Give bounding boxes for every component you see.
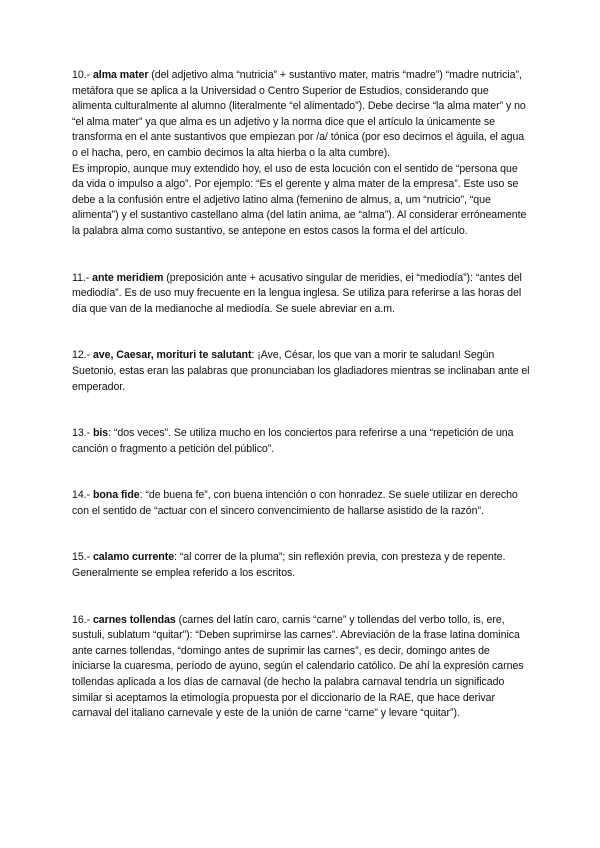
entry-paragraph (72, 426, 530, 457)
entry-definition: (carnes del latín caro, carnis “carne” y tollendas del verbo tollo, is, ere, sustuli, sublatum “quitar”): “Deben suprimirse las carnes”. Abreviación de la frase latina dominica ante carnes tollendas, “domingo antes de suprimir las carnes”, es decir, domingo antes de iniciarse la cuaresma, período de ayuno, según el calendario católico. De ahí la expresión carnes tollendas aplicada a los días de carnaval (de hecho la palabra carnaval tendría un significado similar si aceptamos la etimología propuesta por el diccionario de la RAE, que hace derivar carnaval del italiano carnevale y este de la unión de carne “carne” y levare “quitar”). (72, 613, 524, 720)
entry-number: 15.- (72, 551, 93, 564)
entry-paragraph (72, 550, 530, 581)
entry-bis (72, 426, 530, 457)
entry-term: ante meridiem (92, 271, 164, 284)
entry-definition: (del adjetivo alma “nutricia” + sustantivo mater, matris “madre”) “madre nutricia”, metáfora que se aplica a la Universidad o Centro Superior de Estudios, considerando que alimenta culturalmente al alumno (literalmente “el alimentado”). Debe decirse “la alma mater” y no “el alma mater” ya que alma es un adjetivo y la norma dice que el artículo la únicamente se transforma en el ante sustantivos que empiezan por /a/ tónica (por eso decimos el águila, el agua o el hacha, pero, en cambio decimos la alta hierba o la alta cumbre). (72, 69, 526, 159)
entry-alma-mater (72, 68, 530, 240)
entry-term: calamo currente (92, 551, 175, 564)
entry-bona-fide (72, 488, 530, 519)
entry-number: 13.- (72, 427, 93, 440)
entry-number: 11.- (72, 271, 93, 284)
entry-definition: : “al correr de la pluma”; sin reflexión previa, con presteza y de repente. Generalmente se emplea referido a los escritos. (72, 551, 506, 580)
entry-number: 10.- (72, 69, 93, 81)
entry-ante-meridiem (72, 271, 530, 318)
entry-carnes-tollendas (72, 613, 530, 722)
entry-calamo-currente (72, 550, 530, 581)
entry-definition: : “dos veces”. Se utiliza mucho en los conciertos para referirse a una “repetición de una canción o fragmento a petición del público”. (72, 427, 514, 455)
entry-term: ave, Caesar, morituri te salutant (92, 349, 252, 362)
entry-term: bona fide (92, 489, 140, 502)
entry-number: 12.- (72, 349, 93, 362)
entry-paragraph (72, 271, 530, 318)
entry-definition: : ¡Ave, César, los que van a morir te saludan! Según Suetonio, estas eran las palabras que pronunciaban los gladiadores mientras se inclinaban ante el emperador. (72, 349, 530, 393)
entry-number: 14.- (72, 489, 93, 502)
document-page (72, 68, 530, 722)
entry-paragraph (72, 348, 530, 395)
entry-paragraph (72, 68, 530, 162)
entry-term: carnes tollendas (92, 613, 176, 626)
entry-term: alma mater (92, 69, 149, 81)
entry-paragraph (72, 488, 530, 519)
entry-definition: (preposición ante + acusativo singular de meridies, ei “mediodía”): “antes del mediodía”. Es de uso muy frecuente en la lengua inglesa. Se utiliza para referirse a las horas del día que van de la medianoche al mediodía. Se suele abreviar en a.m. (72, 271, 522, 315)
entry-term: bis (92, 427, 109, 440)
entry-ave-caesar (72, 348, 530, 395)
entry-number: 16.- (72, 613, 93, 626)
entry-paragraph (72, 613, 530, 722)
entry-paragraph: Es impropio, aunque muy extendido hoy, el uso de esta locución con el sentido de “persona que da vida o impulso a algo”. Por ejemplo: “Es el gerente y alma mater de la empresa”. Este uso se debe a la confusión entre el adjetivo latino alma (femenino de almus, a, um “nutricio”, “que alimenta”) y el sustantivo castellano alma (del latín anima, ae “alma”). Al considerar erróneamente la palabra alma como sustantivo, se antepone en estos casos la forma el del artículo. (72, 162, 527, 237)
entry-definition: : “de buena fe”, con buena intención o con honradez. Se suele utilizar en derecho con el sentido de “actuar con el sincero convencimiento de hallarse asistido de la razón”. (72, 489, 518, 517)
